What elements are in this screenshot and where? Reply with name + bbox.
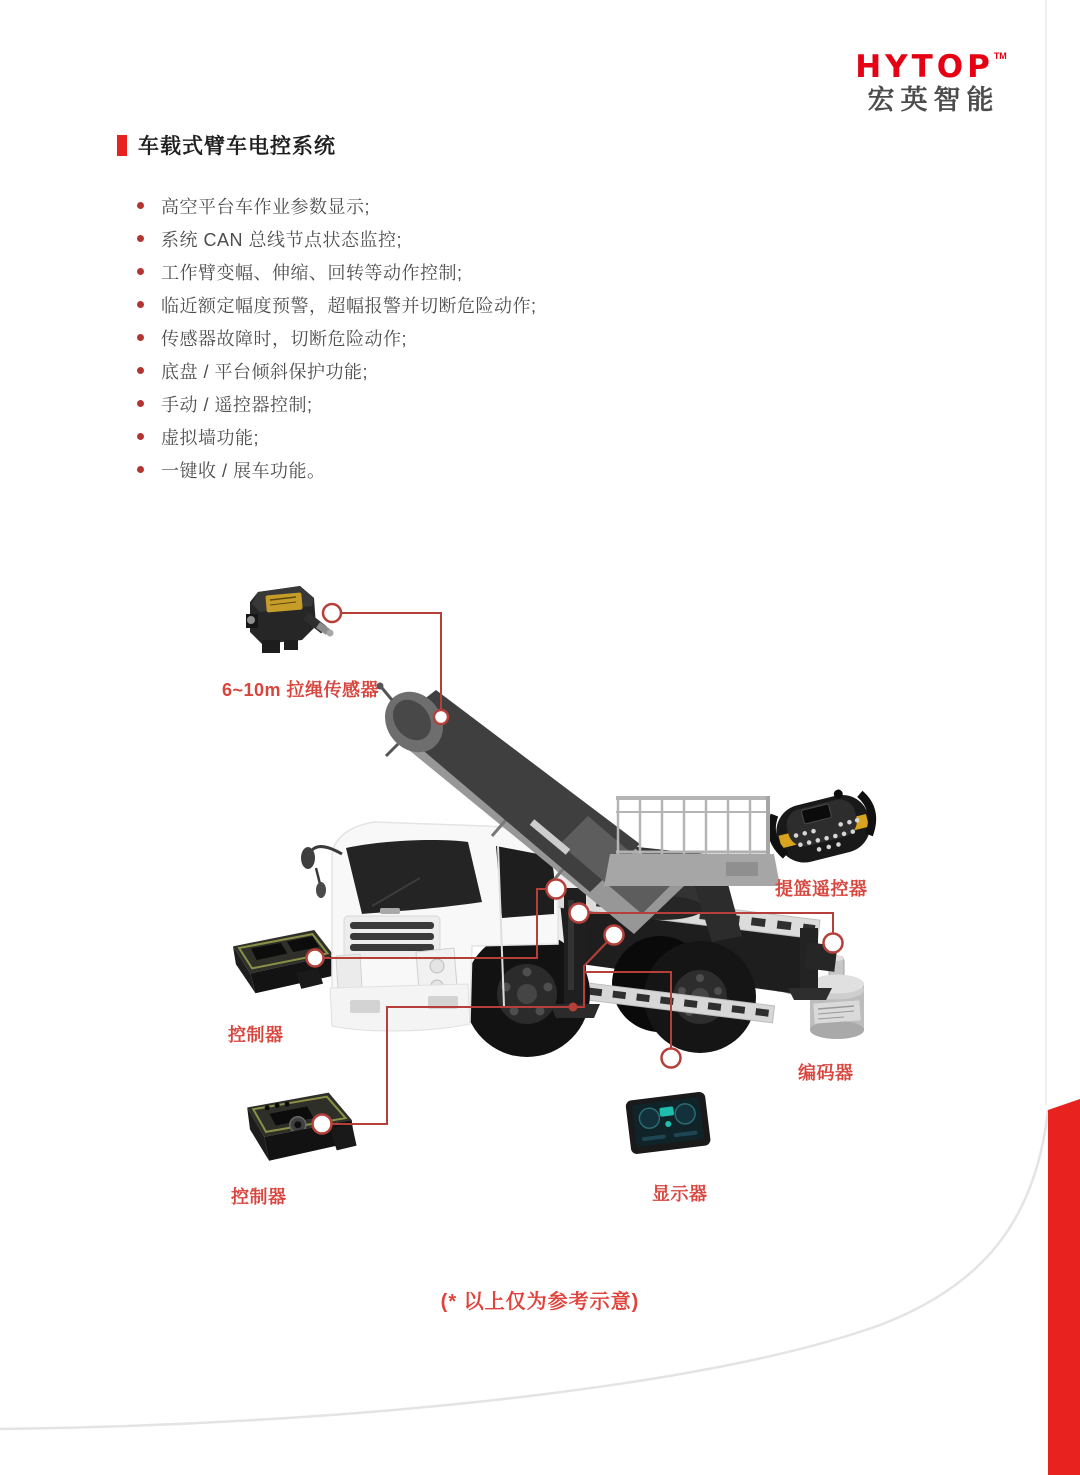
label-basket-remote: 提篮遥控器 — [775, 879, 868, 899]
feature-item: 底盘 / 平台倾斜保护功能; — [137, 354, 537, 387]
bullet-dot — [137, 301, 144, 308]
brand-logo — [842, 50, 1020, 116]
bullet-dot — [137, 235, 144, 242]
feature-item: 手动 / 遥控器控制; — [137, 387, 537, 420]
bullet-dot — [137, 334, 144, 341]
basket-remote-image — [766, 783, 880, 869]
bullet-dot — [137, 202, 144, 209]
feature-item: 高空平台车作业参数显示; — [137, 189, 537, 222]
label-display: 显示器 — [652, 1184, 708, 1204]
feature-item: 虚拟墙功能; — [137, 420, 537, 453]
label-encoder: 编码器 — [798, 1063, 854, 1083]
rope-sensor-image — [246, 586, 334, 653]
label-controller-rear: 控制器 — [231, 1187, 287, 1207]
brand-subtitle: 宏英智能 — [867, 85, 1000, 116]
truck-image — [301, 680, 837, 1057]
bullet-dot — [137, 466, 144, 473]
feature-item: 工作臂变幅、伸缩、回转等动作控制; — [137, 255, 537, 288]
reference-note: (* 以上仅为参考示意) — [440, 1291, 640, 1313]
display-image — [625, 1091, 711, 1154]
feature-list — [137, 189, 537, 486]
brand-name: HYTOP — [855, 49, 994, 85]
feature-item: 临近额定幅度预警，超幅报警并切断危险动作; — [137, 288, 537, 321]
bullet-dot — [137, 400, 144, 407]
feature-item: 传感器故障时，切断危险动作; — [137, 321, 537, 354]
label-rope-sensor: 6~10m 拉绳传感器 — [222, 680, 380, 700]
title-accent-bar — [117, 135, 127, 156]
brand-name-row — [842, 50, 1020, 84]
footer-curve — [0, 1110, 1048, 1429]
section-title — [117, 130, 336, 160]
controller-rear-image — [247, 1092, 357, 1162]
feature-item: 系统 CAN 总线节点状态监控; — [137, 222, 537, 255]
bullet-dot — [137, 433, 144, 440]
trademark-mark: TM — [993, 51, 1007, 61]
label-controller-front: 控制器 — [228, 1025, 284, 1045]
page-title: 车载式臂车电控系统 — [138, 135, 336, 158]
bullet-dot — [137, 268, 144, 275]
feature-item: 一键收 / 展车功能。 — [137, 453, 537, 486]
bullet-dot — [137, 367, 144, 374]
